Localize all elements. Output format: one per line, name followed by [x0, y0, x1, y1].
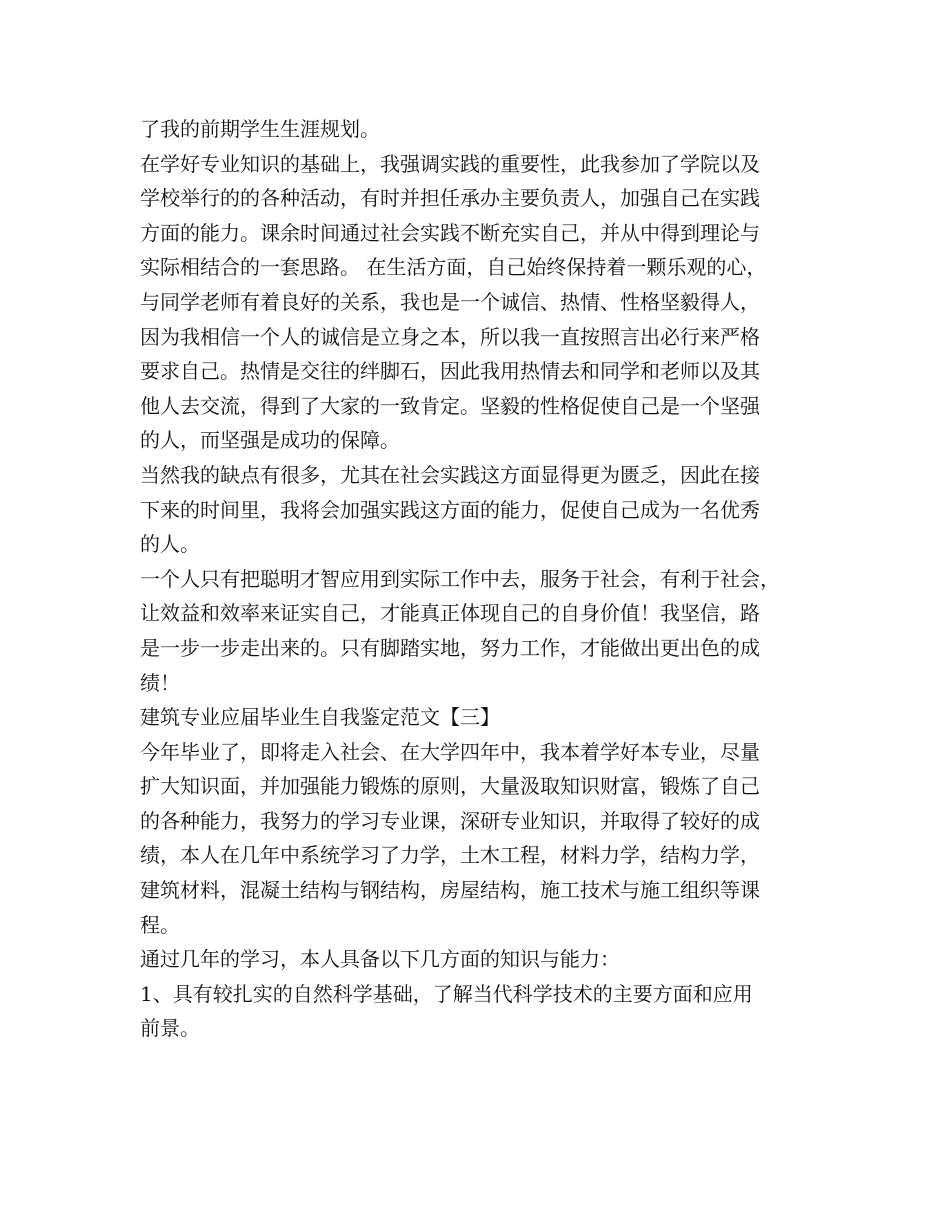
- text-line: 让效益和效率来证实自己，才能真正体现自己的自身价值！我坚信，路: [140, 601, 760, 626]
- text-line: 要求自己。热情是交往的绊脚石，因此我用热情去和同学和老师以及其: [140, 359, 760, 384]
- text-line: 他人去交流，得到了大家的一致肯定。坚毅的性格促使自己是一个坚强: [140, 393, 760, 418]
- text-line: 程。: [140, 912, 180, 937]
- text-line: 建筑材料，混凝土结构与钢结构，房屋结构，施工技术与施工组织等课: [140, 878, 760, 903]
- text-line: 的各种能力，我努力的学习专业课，深研专业知识，并取得了较好的成: [140, 808, 760, 833]
- text-line: 绩！: [140, 670, 180, 695]
- text-line: 绩，本人在几年中系统学习了力学，土木工程，材料力学，结构力学，: [140, 843, 760, 868]
- text-line: 当然我的缺点有很多，尤其在社会实践这方面显得更为匮乏，因此在接: [140, 462, 760, 487]
- text-line: 是一步一步走出来的。只有脚踏实地，努力工作，才能做出更出色的成: [140, 635, 760, 660]
- text-line: 学校举行的的各种活动，有时并担任承办主要负责人，加强自己在实践: [140, 186, 760, 211]
- text-line: 了我的前期学生生涯规划。: [140, 117, 380, 141]
- text-line: 的人。: [140, 532, 200, 557]
- text-line: 扩大知识面，并加强能力锻炼的原则，大量汲取知识财富，锻炼了自己: [140, 774, 760, 799]
- section-heading: 建筑专业应届毕业生自我鉴定范文【三】: [140, 705, 500, 730]
- text-line: 今年毕业了，即将走入社会、在大学四年中，我本着学好本专业，尽量: [140, 739, 760, 764]
- document-body: [140, 112, 840, 1046]
- text-line: 因为我相信一个人的诚信是立身之本，所以我一直按照言出必行来严格: [140, 324, 760, 349]
- text-line: 前景。: [140, 1016, 200, 1041]
- text-line: 方面的能力。课余时间通过社会实践不断充实自己，并从中得到理论与: [140, 220, 760, 245]
- text-line: 下来的时间里，我将会加强实践这方面的能力，促使自己成为一名优秀: [140, 497, 760, 522]
- text-line: 实际相结合的一套思路。 在生活方面，自己始终保持着一颗乐观的心，: [140, 255, 767, 280]
- text-line: 1、具有较扎实的自然科学基础，了解当代科学技术的主要方面和应用: [140, 981, 753, 1006]
- text-line: 与同学老师有着良好的关系，我也是一个诚信、热情、性格坚毅得人，: [140, 289, 760, 314]
- text-line: 一个人只有把聪明才智应用到实际工作中去，服务于社会，有利于社会，: [140, 566, 780, 591]
- text-line: 通过几年的学习，本人具备以下几方面的知识与能力：: [140, 947, 620, 972]
- text-line: 的人，而坚强是成功的保障。: [140, 428, 400, 453]
- text-line: 在学好专业知识的基础上，我强调实践的重要性，此我参加了学院以及: [140, 151, 760, 176]
